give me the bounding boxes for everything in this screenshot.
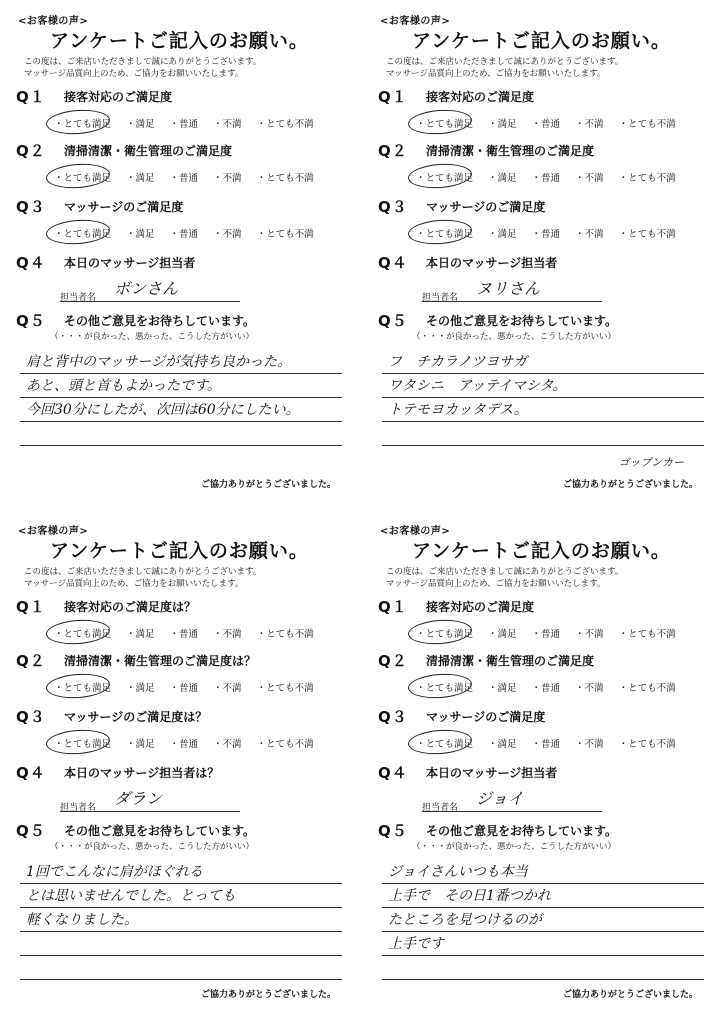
rating-options xyxy=(54,170,329,184)
question-number: Q２ xyxy=(16,652,46,670)
comment-line xyxy=(382,374,704,398)
rating-option[interactable]: ・満足 xyxy=(488,683,517,694)
comment-text: 肩と背中のマッサージが気持ち良かった。 xyxy=(26,354,292,370)
rating-options xyxy=(416,680,691,694)
survey-card xyxy=(10,8,352,500)
comment-text: あと、頭と首もよかったです。 xyxy=(26,378,221,394)
question-number: Q５ xyxy=(378,822,408,840)
question-number: Q３ xyxy=(378,198,408,216)
comment-text: 上手で その日1番つかれ xyxy=(388,888,551,904)
question-number: Q４ xyxy=(378,764,408,782)
question-number: Q３ xyxy=(378,708,408,726)
question-text: マッサージのご満足度 xyxy=(426,200,546,214)
rating-option[interactable]: ・普通 xyxy=(169,173,199,184)
question-number: Q２ xyxy=(378,652,408,670)
voice-tag: <お客様の声> xyxy=(18,526,89,537)
question-text: マッサージのご満足度 xyxy=(426,710,546,724)
question-number: Q５ xyxy=(16,822,46,840)
thanks-text: ご協力ありがとうございました。 xyxy=(200,480,336,490)
comment-text: とは思いませんでした。とっても xyxy=(26,888,236,904)
intro-line: マッサージ品質向上のため、ご協力をお願いいたします。 xyxy=(24,579,244,589)
rating-option[interactable]: ・普通 xyxy=(169,683,199,694)
rating-option[interactable]: ・満足 xyxy=(488,119,517,130)
voice-tag: <お客様の声> xyxy=(380,526,451,537)
rating-option[interactable]: ・普通 xyxy=(531,739,561,750)
staff-name-value[interactable]: ボンさん xyxy=(114,279,179,298)
question-number: Q１ xyxy=(378,598,408,616)
comment-text: トテモヨカッタデス。 xyxy=(388,402,528,418)
rating-option[interactable]: ・満足 xyxy=(126,739,155,750)
question-number: Q１ xyxy=(16,598,46,616)
staff-name-label: 担当者名 xyxy=(60,293,97,303)
question-number: Q４ xyxy=(16,764,46,782)
rating-option[interactable]: ・とても満足 xyxy=(54,226,111,240)
rating-option[interactable]: ・満足 xyxy=(488,173,517,184)
rating-options xyxy=(416,226,691,240)
survey-title: アンケートご記入のお願い。 xyxy=(412,30,671,52)
rating-option[interactable]: ・不満 xyxy=(213,173,242,184)
intro-line: マッサージ品質向上のため、ご協力をお願いいたします。 xyxy=(24,69,244,79)
intro-line: この度は、ご来店いただきまして誠にありがとうございます。 xyxy=(386,57,624,67)
comment-hint: （・・・が良かった、悪かった、こうした方がいい） xyxy=(50,842,255,852)
staff-name-value[interactable]: ダラン xyxy=(114,789,163,808)
rating-option[interactable]: ・不満 xyxy=(575,229,604,240)
comment-line xyxy=(382,860,704,884)
intro-text xyxy=(386,566,623,590)
staff-name-underline xyxy=(422,811,602,812)
rating-option[interactable]: ・とても不満 xyxy=(618,173,676,184)
rating-option[interactable]: ・とても不満 xyxy=(618,119,676,130)
staff-name-value[interactable]: ジョイ xyxy=(476,789,524,808)
intro-line: マッサージ品質向上のため、ご協力をお願いいたします。 xyxy=(386,579,606,589)
intro-text xyxy=(24,566,261,590)
rating-option[interactable]: ・普通 xyxy=(531,173,561,184)
rating-option[interactable]: ・不満 xyxy=(213,739,242,750)
rating-option[interactable]: ・とても不満 xyxy=(618,739,676,750)
rating-options xyxy=(54,736,329,750)
question-text: 清掃清潔・衛生管理のご満足度 xyxy=(426,654,595,668)
question-text: マッサージのご満足度は？ xyxy=(64,710,208,724)
comment-area[interactable] xyxy=(20,350,342,446)
voice-tag: <お客様の声> xyxy=(18,16,89,27)
rating-option[interactable]: ・不満 xyxy=(213,119,242,130)
question-text: 本日のマッサージ担当者 xyxy=(426,256,558,270)
rating-option[interactable]: ・とても満足 xyxy=(54,736,111,750)
comment-line xyxy=(382,422,704,446)
intro-text xyxy=(386,56,623,80)
comment-line xyxy=(20,908,342,932)
rating-option[interactable]: ・不満 xyxy=(575,683,604,694)
rating-option[interactable]: ・満足 xyxy=(126,119,155,130)
rating-option[interactable]: ・不満 xyxy=(575,119,604,130)
rating-option[interactable]: ・満足 xyxy=(488,739,517,750)
comment-line xyxy=(20,398,342,422)
survey-card xyxy=(372,8,714,500)
rating-option[interactable]: ・とても満足 xyxy=(54,170,111,184)
question-number: Q４ xyxy=(378,254,408,272)
rating-option[interactable]: ・とても不満 xyxy=(256,173,314,184)
rating-option[interactable]: ・とても満足 xyxy=(416,170,473,184)
comment-text: 上手です xyxy=(388,936,444,952)
comment-text: たところを見つけるのが xyxy=(388,912,542,928)
survey-title: アンケートご記入のお願い。 xyxy=(412,540,671,562)
rating-option[interactable]: ・とても不満 xyxy=(256,229,314,240)
rating-option[interactable]: ・とても不満 xyxy=(256,119,314,130)
comment-area[interactable] xyxy=(20,860,342,980)
rating-option[interactable]: ・とても不満 xyxy=(618,683,676,694)
rating-option[interactable]: ・不満 xyxy=(575,629,604,640)
comment-text: 軽くなりました。 xyxy=(26,912,138,928)
comment-text: フ チカラノツヨサガ xyxy=(388,354,528,370)
question-number: Q４ xyxy=(16,254,46,272)
question-text: 接客対応のご満足度 xyxy=(64,90,173,104)
comment-line xyxy=(382,956,704,980)
question-text: 清掃清潔・衛生管理のご満足度 xyxy=(426,144,595,158)
comment-hint: （・・・が良かった、悪かった、こうした方がいい） xyxy=(50,332,255,342)
comment-line xyxy=(20,956,342,980)
rating-option[interactable]: ・とても不満 xyxy=(256,739,314,750)
thanks-text: ご協力ありがとうございました。 xyxy=(200,990,336,1000)
comment-line xyxy=(382,908,704,932)
rating-option[interactable]: ・とても満足 xyxy=(416,736,473,750)
rating-option[interactable]: ・不満 xyxy=(213,229,242,240)
rating-option[interactable]: ・普通 xyxy=(169,739,199,750)
comment-area[interactable] xyxy=(382,350,704,446)
comment-line xyxy=(20,860,342,884)
comment-line xyxy=(20,422,342,446)
rating-option[interactable]: ・普通 xyxy=(531,229,561,240)
survey-card xyxy=(10,518,352,1010)
comment-line xyxy=(20,932,342,956)
staff-name-underline xyxy=(60,301,240,302)
question-text: その他ご意見をお待ちしています。 xyxy=(426,314,618,328)
intro-line: マッサージ品質向上のため、ご協力をお願いいたします。 xyxy=(386,69,606,79)
rating-option[interactable]: ・満足 xyxy=(488,229,517,240)
rating-option[interactable]: ・とても不満 xyxy=(618,629,676,640)
rating-option[interactable]: ・不満 xyxy=(575,173,604,184)
rating-option[interactable]: ・とても満足 xyxy=(416,680,473,694)
rating-option[interactable]: ・とても満足 xyxy=(54,680,111,694)
question-text: その他ご意見をお待ちしています。 xyxy=(426,824,618,838)
voice-tag: <お客様の声> xyxy=(380,16,451,27)
question-text: 接客対応のご満足度は？ xyxy=(64,600,197,614)
comment-line xyxy=(382,884,704,908)
question-text: 接客対応のご満足度 xyxy=(426,90,535,104)
question-number: Q５ xyxy=(16,312,46,330)
rating-option[interactable]: ・普通 xyxy=(531,683,561,694)
question-text: 接客対応のご満足度 xyxy=(426,600,535,614)
question-number: Q３ xyxy=(16,198,46,216)
rating-option[interactable]: ・満足 xyxy=(126,683,155,694)
rating-options xyxy=(416,116,691,130)
rating-option[interactable]: ・とても不満 xyxy=(618,229,676,240)
question-number: Q２ xyxy=(16,142,46,160)
staff-name-label: 担当者名 xyxy=(60,803,97,813)
question-number: Q５ xyxy=(378,312,408,330)
rating-options xyxy=(416,170,691,184)
comment-line xyxy=(20,884,342,908)
comment-line xyxy=(382,932,704,956)
rating-option[interactable]: ・とても不満 xyxy=(256,629,314,640)
rating-option[interactable]: ・普通 xyxy=(169,119,199,130)
rating-options xyxy=(54,226,329,240)
rating-option[interactable]: ・とても満足 xyxy=(416,116,473,130)
survey-title: アンケートご記入のお願い。 xyxy=(50,540,309,562)
staff-name-value[interactable]: ヌリさん xyxy=(476,279,541,298)
survey-title: アンケートご記入のお願い。 xyxy=(50,30,309,52)
question-text: 本日のマッサージ担当者 xyxy=(64,256,196,270)
question-number: Q１ xyxy=(16,88,46,106)
rating-option[interactable]: ・普通 xyxy=(531,629,561,640)
rating-option[interactable]: ・普通 xyxy=(169,229,199,240)
thanks-text: ご協力ありがとうございました。 xyxy=(562,480,698,490)
staff-name-underline xyxy=(60,811,240,812)
intro-line: この度は、ご来店いただきまして誠にありがとうございます。 xyxy=(386,567,624,577)
question-text: 清掃清潔・衛生管理のご満足度は？ xyxy=(64,654,257,668)
rating-options xyxy=(54,680,329,694)
comment-hint: （・・・が良かった、悪かった、こうした方がいい） xyxy=(412,332,617,342)
staff-name-label: 担当者名 xyxy=(422,293,459,303)
rating-options xyxy=(54,116,329,130)
rating-option[interactable]: ・不満 xyxy=(213,683,242,694)
question-number: Q３ xyxy=(16,708,46,726)
rating-option[interactable]: ・満足 xyxy=(126,173,155,184)
rating-option[interactable]: ・とても満足 xyxy=(416,226,473,240)
intro-text xyxy=(24,56,261,80)
survey-card xyxy=(372,518,714,1010)
question-text: 清掃清潔・衛生管理のご満足度 xyxy=(64,144,233,158)
rating-option[interactable]: ・とても満足 xyxy=(54,626,111,640)
question-text: 本日のマッサージ担当者は？ xyxy=(64,766,220,780)
rating-option[interactable]: ・とても満足 xyxy=(54,116,111,130)
rating-option[interactable]: ・満足 xyxy=(126,229,155,240)
question-number: Q１ xyxy=(378,88,408,106)
question-text: マッサージのご満足度 xyxy=(64,200,184,214)
rating-option[interactable]: ・とても不満 xyxy=(256,683,314,694)
thanks-text: ご協力ありがとうございました。 xyxy=(562,990,698,1000)
question-text: その他ご意見をお待ちしています。 xyxy=(64,314,256,328)
comment-line xyxy=(382,398,704,422)
comment-hint: （・・・が良かった、悪かった、こうした方がいい） xyxy=(412,842,617,852)
question-text: 本日のマッサージ担当者 xyxy=(426,766,558,780)
signature: ゴップンカー xyxy=(618,456,684,469)
rating-option[interactable]: ・不満 xyxy=(213,629,242,640)
rating-option[interactable]: ・普通 xyxy=(169,629,199,640)
staff-name-label: 担当者名 xyxy=(422,803,459,813)
intro-line: この度は、ご来店いただきまして誠にありがとうございます。 xyxy=(24,57,262,67)
comment-line xyxy=(20,374,342,398)
comment-text: ワタシニ アッテイマシタ。 xyxy=(388,378,567,394)
question-number: Q２ xyxy=(378,142,408,160)
comment-text: ジョイさんいつも本当 xyxy=(388,864,528,880)
comment-line xyxy=(20,350,342,374)
question-text: その他ご意見をお待ちしています。 xyxy=(64,824,256,838)
rating-options xyxy=(54,626,329,640)
comment-text: 今回30分にしたが、次回は60分にしたい。 xyxy=(26,402,300,418)
rating-option[interactable]: ・普通 xyxy=(531,119,561,130)
rating-options xyxy=(416,626,691,640)
rating-option[interactable]: ・とても満足 xyxy=(416,626,473,640)
comment-area[interactable] xyxy=(382,860,704,980)
comment-line xyxy=(382,350,704,374)
staff-name-underline xyxy=(422,301,602,302)
rating-option[interactable]: ・満足 xyxy=(488,629,517,640)
rating-option[interactable]: ・不満 xyxy=(575,739,604,750)
rating-option[interactable]: ・満足 xyxy=(126,629,155,640)
intro-line: この度は、ご来店いただきまして誠にありがとうございます。 xyxy=(24,567,262,577)
rating-options xyxy=(416,736,691,750)
comment-text: 1回でこんなに肩がほぐれる xyxy=(26,864,203,880)
